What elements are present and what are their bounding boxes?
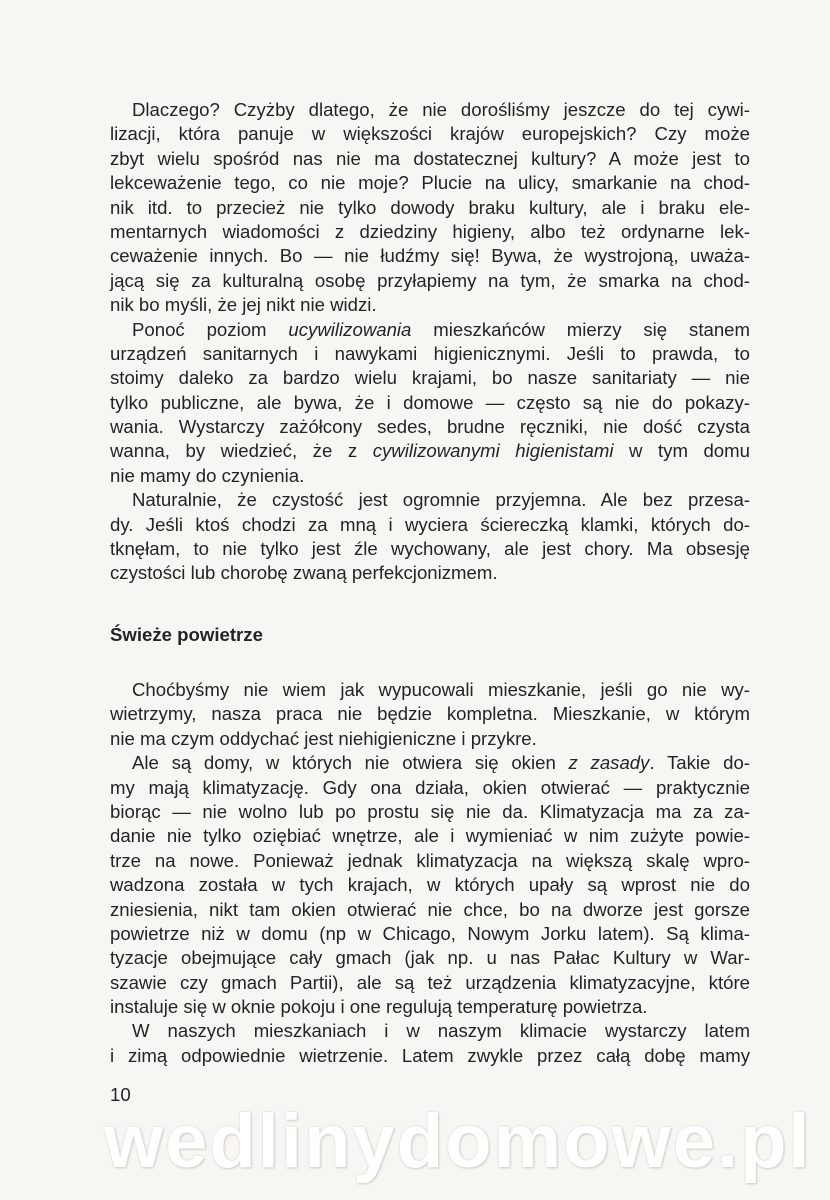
text-segment: i zimą odpowiednie wietrzenie. Latem zwykle przez całą dobę mamy <box>110 1044 750 1066</box>
text-segment: szawie czy gmach Partii), ale są też urządzenia klimatyzacyjne, które <box>110 971 750 993</box>
text-segment: Ale są domy, w których nie otwiera się okien <box>132 752 569 774</box>
text-block-top <box>110 98 750 586</box>
text-segment: zbyt wielu spośród nas nie ma dostatecznej kultury? A może jest to <box>110 147 750 169</box>
text-segment: tyzacje obejmujące cały gmach (jak np. u nas Pałac Kultury w War- <box>110 947 750 969</box>
text-line <box>110 391 750 415</box>
text-segment: wietrzymy, nasza praca nie będzie kompletna. Mieszkanie, w którym <box>110 703 750 725</box>
text-segment: Ponoć poziom <box>132 318 289 340</box>
text-segment: biorąc — nie wolno lub po prostu się nie da. Klimatyzacja ma za za- <box>110 800 750 822</box>
text-line <box>110 898 750 922</box>
text-line <box>110 439 750 463</box>
text-segment: lizacji, która panuje w większości krajów europejskich? Czy może <box>110 123 750 145</box>
text-line <box>110 1044 750 1068</box>
text-segment: . Takie do- <box>649 752 750 774</box>
text-segment: nie ma czym oddychać jest niehigieniczne i przykre. <box>110 727 537 749</box>
text-line <box>110 561 750 585</box>
italic-text: cywilizowanymi higienistami <box>372 440 614 462</box>
text-line <box>110 971 750 995</box>
text-segment: nie mamy do czynienia. <box>110 464 305 486</box>
text-line <box>110 995 750 1019</box>
text-segment: tylko publiczne, ale bywa, że i domowe — często są nie do pokazy- <box>110 391 750 413</box>
text-segment: dy. Jeśli ktoś chodzi za mną i wyciera ściereczką klamki, których do- <box>110 513 750 535</box>
text-segment: jącą się za kulturalną osobę przyłapiemy na tym, że smarka na chod- <box>110 269 750 291</box>
text-line <box>110 98 750 122</box>
text-segment: Dlaczego? Czyżby dlatego, że nie dorośliśmy jeszcze do tej cywi- <box>132 99 750 120</box>
text-line <box>110 702 750 726</box>
text-line <box>110 1019 750 1043</box>
text-line <box>110 366 750 390</box>
watermark: wedlinydomowe.pl <box>104 1099 812 1184</box>
text-segment: wadzona została w tych krajach, w których upały są wprost nie do <box>110 874 750 896</box>
text-segment: powietrze niż w domu (np w Chicago, Nowym Jorku latem). Są klima- <box>110 922 750 944</box>
section-heading: Świeże powietrze <box>110 624 263 645</box>
text-line <box>110 171 750 195</box>
text-segment: mentarnych wiadomości z dziedziny higieny, albo też ordynarne lek- <box>110 220 750 242</box>
text-line <box>110 849 750 873</box>
text-segment: nik bo myśli, że jej nikt nie widzi. <box>110 294 377 316</box>
text-segment: wanna, by wiedzieć, że z <box>110 440 373 462</box>
text-segment: w tym domu <box>613 440 750 462</box>
text-line <box>110 122 750 146</box>
text-segment: instaluje się w oknie pokoju i one regulują temperaturę powietrza. <box>110 996 648 1018</box>
text-line <box>110 751 750 775</box>
text-segment: urządzeń sanitarnych i nawykami higienicznymi. Jeśli to prawda, to <box>110 342 750 364</box>
text-line <box>110 678 750 702</box>
text-line <box>110 776 750 800</box>
italic-text: ucywilizowania <box>288 318 412 340</box>
text-line <box>110 220 750 244</box>
text-line <box>110 946 750 970</box>
italic-text: z zasady <box>568 752 650 774</box>
text-segment: Naturalnie, że czystość jest ogromnie przyjemna. Ale bez przesa- <box>132 489 750 511</box>
text-line <box>110 342 750 366</box>
text-line <box>110 244 750 268</box>
text-line <box>110 513 750 537</box>
text-segment: danie nie tylko oziębiać wnętrze, ale i wymieniać w nim zużyte powie- <box>110 825 750 847</box>
text-segment: zniesienia, nikt tam okien otwierać nie chce, bo na dworze jest gorsze <box>110 898 750 920</box>
text-line <box>110 415 750 439</box>
page-number: 10 <box>110 1084 131 1105</box>
text-segment: lekceważenie tego, co nie moje? Plucie na ulicy, smarkanie na chod- <box>110 172 750 194</box>
text-segment: my mają klimatyzację. Gdy ona działa, okien otwierać — praktycznie <box>110 776 750 798</box>
text-segment: czystości lub chorobę zwaną perfekcjonizmem. <box>110 562 498 584</box>
text-segment: Choćbyśmy nie wiem jak wypucowali mieszkanie, jeśli go nie wy- <box>132 679 750 700</box>
text-line <box>110 269 750 293</box>
text-segment: mieszkańców mierzy się stanem <box>411 318 750 340</box>
text-line <box>110 873 750 897</box>
text-line <box>110 318 750 342</box>
text-line <box>110 537 750 561</box>
text-line <box>110 824 750 848</box>
text-segment: wania. Wystarczy zażółcony sedes, brudne ręczniki, nie dość czysta <box>110 416 750 438</box>
text-line <box>110 147 750 171</box>
text-block-section <box>110 678 750 1068</box>
text-line <box>110 293 750 317</box>
text-line <box>110 488 750 512</box>
text-line <box>110 800 750 824</box>
text-segment: stoimy daleko za bardzo wielu krajami, bo nasze sanitariaty — nie <box>110 367 750 389</box>
text-segment: trze na nowe. Ponieważ jednak klimatyzacja na większą skalę wpro- <box>110 849 750 871</box>
text-segment: nik itd. to przecież nie tylko dowody braku kultury, ale i braku ele- <box>110 196 750 218</box>
text-segment: tknęłam, to nie tylko jest źle wychowany, ale jest chory. Ma obsesję <box>110 538 750 560</box>
text-segment: W naszych mieszkaniach i w naszym klimacie wystarczy latem <box>132 1020 750 1042</box>
text-line <box>110 727 750 751</box>
text-line <box>110 196 750 220</box>
text-line <box>110 464 750 488</box>
text-segment: ceważenie innych. Bo — nie łudźmy się! Bywa, że wystrojoną, uważa- <box>110 245 750 267</box>
text-line <box>110 922 750 946</box>
